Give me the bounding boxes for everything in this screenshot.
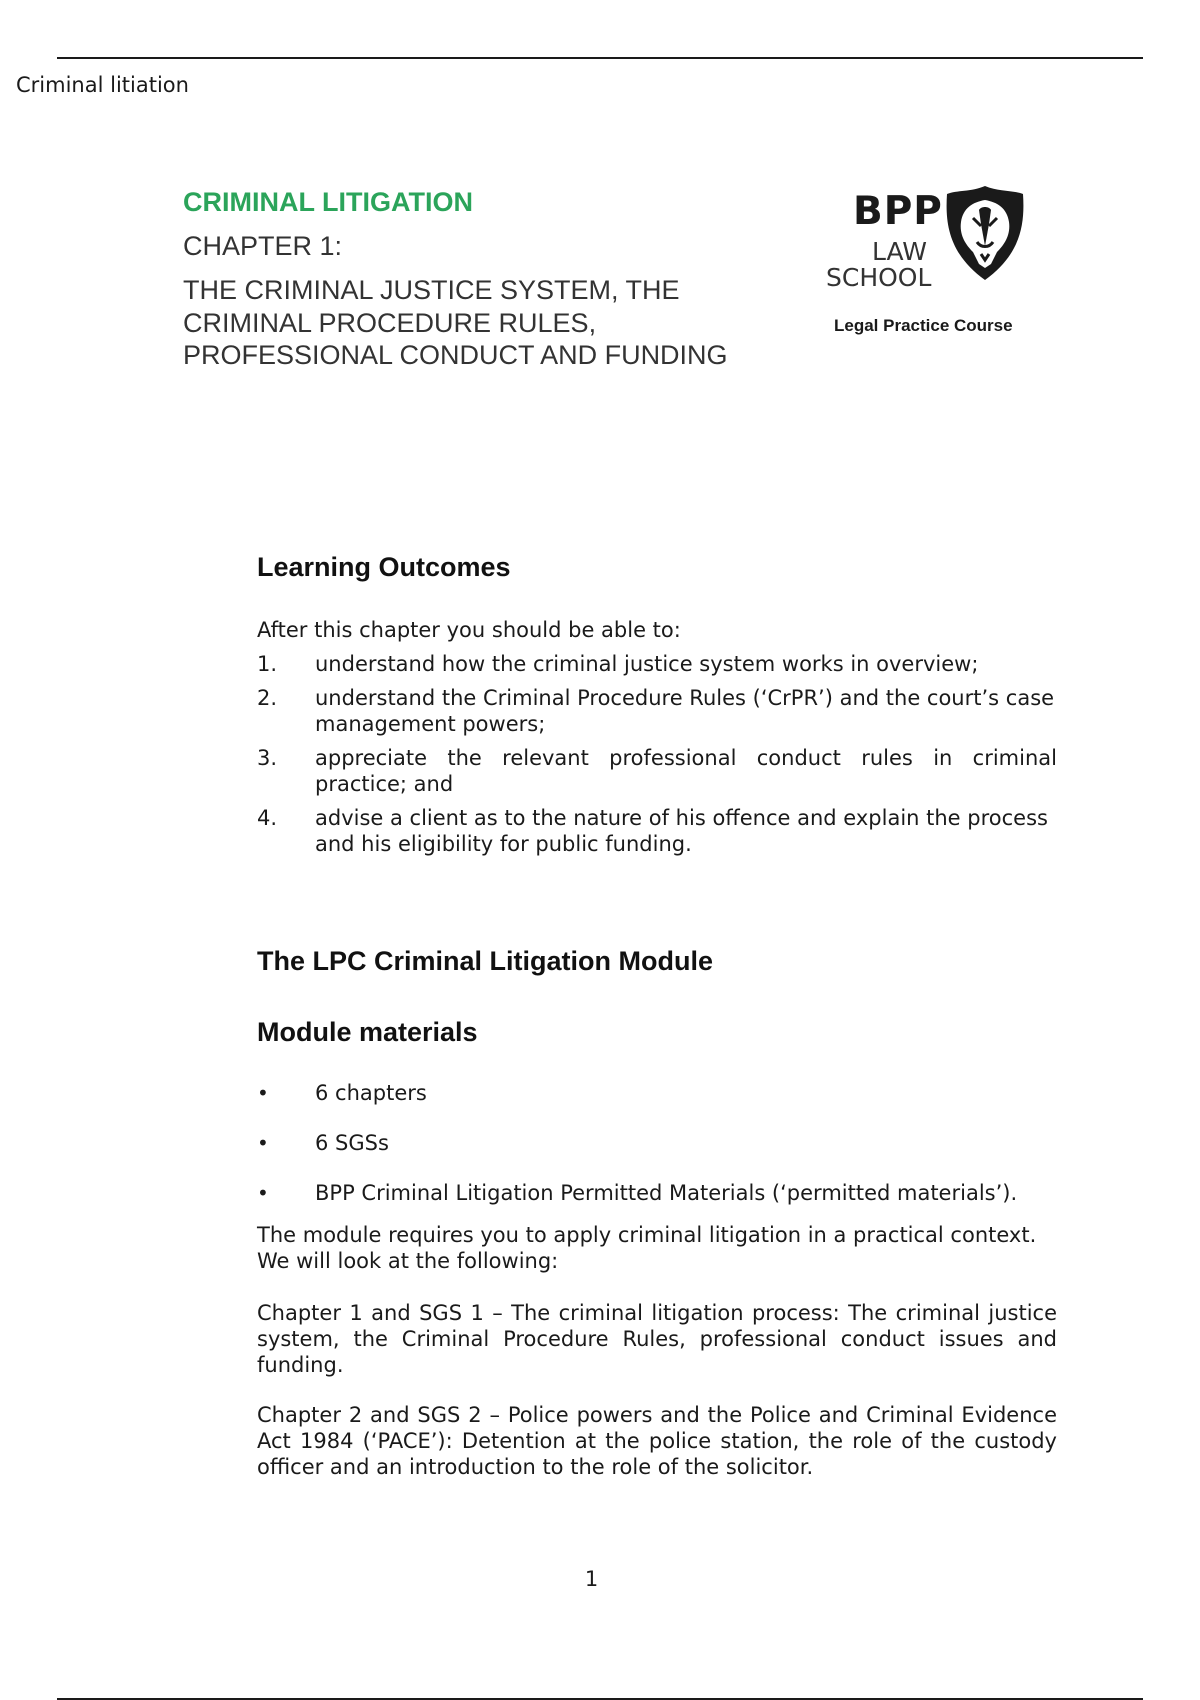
list-item-text: understand the Criminal Procedure Rules (‘CrPR’) and the court’s case management powers; <box>315 686 1055 736</box>
course-title: CRIMINAL LITIGATION <box>183 187 473 217</box>
list-item-text: 6 SGSs <box>315 1131 389 1155</box>
module-heading: The LPC Criminal Litigation Module <box>257 946 713 976</box>
bullet-icon: • <box>257 1081 269 1105</box>
module-materials-list <box>257 1080 1057 1206</box>
logo-subtitle: Legal Practice Course <box>834 316 1013 335</box>
learning-outcomes-intro: After this chapter you should be able to: <box>257 618 681 642</box>
chapter2-paragraph: Chapter 2 and SGS 2 – Police powers and the Police and Criminal Evidence Act 1984 (‘PACE’): Detention at the police station, the role of the custody officer and an introduction to the role of the solicitor. <box>257 1403 1057 1479</box>
logo-law: LAW <box>872 237 927 266</box>
chapter-title: THE CRIMINAL JUSTICE SYSTEM, THE CRIMINAL PROCEDURE RULES, PROFESSIONAL CONDUCT AND FUNDING <box>183 275 728 370</box>
list-item-text: appreciate the relevant professional conduct rules in criminal practice; and <box>315 746 1057 796</box>
bullet-icon: • <box>257 1131 269 1155</box>
list-item <box>257 685 1057 737</box>
learning-outcomes-list <box>257 651 1057 857</box>
list-item <box>257 805 1057 857</box>
chapter-label: CHAPTER 1: <box>183 231 343 261</box>
list-item <box>257 651 1057 677</box>
header-rule <box>57 57 1143 59</box>
list-item-text: understand how the criminal justice system works in overview; <box>315 652 979 676</box>
list-item-number: 4. <box>257 806 278 830</box>
learning-outcomes-heading: Learning Outcomes <box>257 552 511 582</box>
learning-outcomes-section <box>257 552 1057 865</box>
lion-shield-icon <box>943 184 1027 282</box>
list-item <box>257 745 1057 797</box>
logo-brand: BPP <box>853 189 943 234</box>
running-header: Criminal litiation <box>16 73 189 97</box>
module-materials-heading: Module materials <box>257 1017 478 1047</box>
list-item-number: 1. <box>257 652 278 676</box>
list-item-number: 3. <box>257 746 278 770</box>
list-item <box>257 1180 1057 1206</box>
list-item <box>257 1080 1057 1106</box>
list-item-text: 6 chapters <box>315 1081 427 1105</box>
list-item-text: advise a client as to the nature of his offence and explain the process and his eligibility for public funding. <box>315 806 1048 856</box>
module-section <box>257 946 1057 1480</box>
logo-school: SCHOOL <box>826 263 932 292</box>
chapter1-paragraph: Chapter 1 and SGS 1 – The criminal litigation process: The criminal justice system, the Criminal Procedure Rules, professional conduct issues and funding. <box>257 1301 1057 1377</box>
chapter-title-block <box>183 186 743 372</box>
list-item-text: BPP Criminal Litigation Permitted Materials (‘permitted materials’). <box>315 1181 1018 1205</box>
bullet-icon: • <box>257 1181 269 1205</box>
list-item-number: 2. <box>257 686 278 710</box>
list-item <box>257 1130 1057 1156</box>
page-number: 1 <box>584 1567 599 1591</box>
module-intro-paragraph: The module requires you to apply criminal litigation in a practical context. We will look at the following: <box>257 1223 1037 1273</box>
